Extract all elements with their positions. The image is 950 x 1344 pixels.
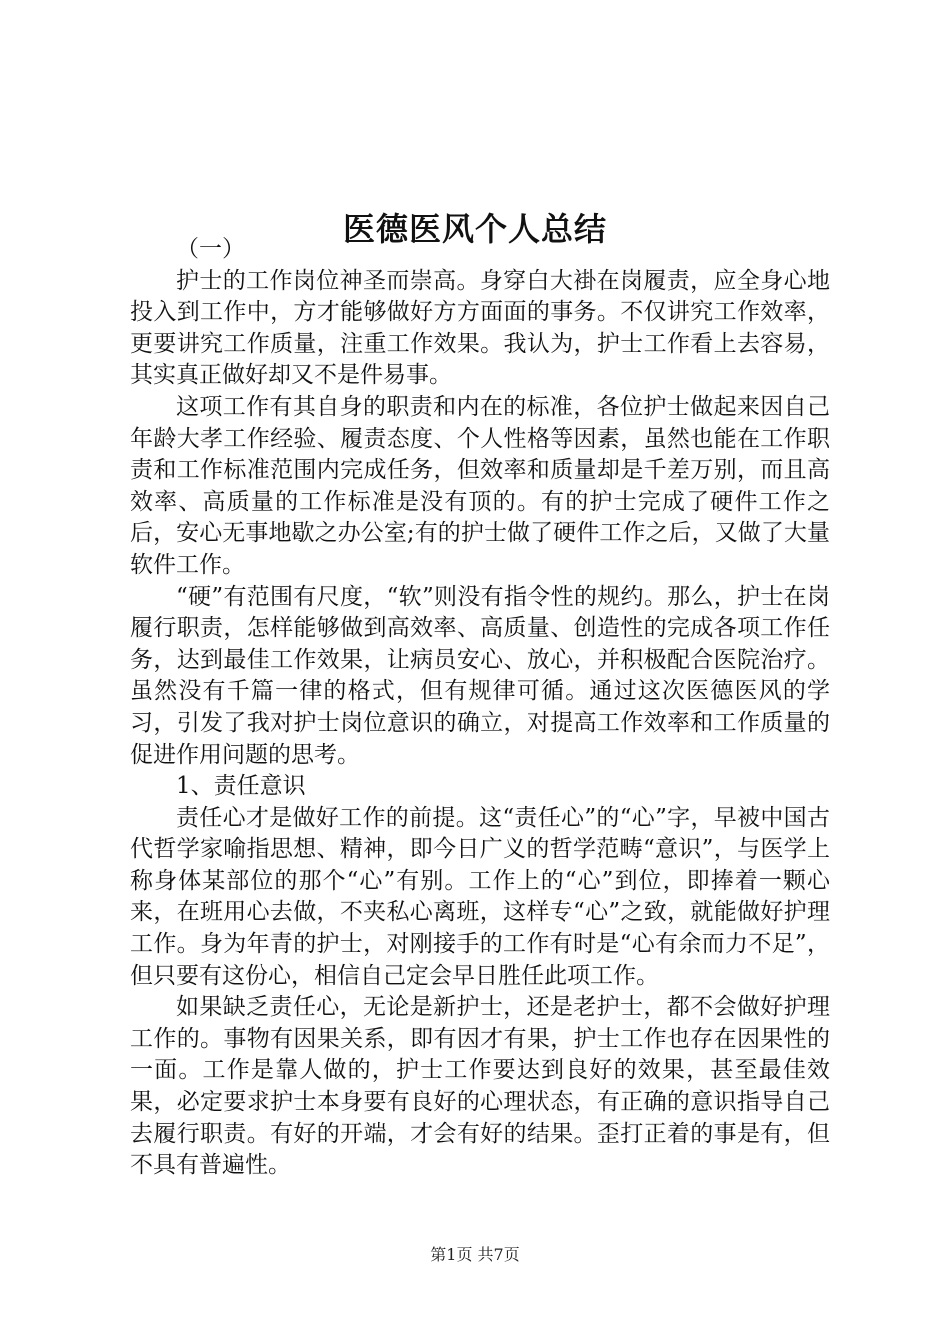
document-title: 医德医风个人总结 [342, 210, 607, 249]
paragraph-3: “硬”有范围有尺度，“软”则没有指令性的规约。那么，护士在岗履行职责，怎样能够做到高效率、高质量、创造性的完成各项工作任务，达到最佳工作效果，让病员安心、放心，并积极配合医院治疗。虽然没有千篇一律的格式，但有规律可循。通过这次医德医风的学习，引发了我对护士岗位意识的确立，对提高工作效率和工作质量的促进作用问题的思考。 [130, 583, 830, 768]
document-body [130, 234, 830, 1182]
paragraph-5: 如果缺乏责任心，无论是新护士，还是老护士，都不会做好护理工作的。事物有因果关系，即有因才有果，护士工作也存在因果性的一面。工作是靠人做的，护士工作要达到良好的效果，甚至最佳效果，必定要求护士本身要有良好的心理状态，有正确的意识指导自己去履行职责。有好的开端，才会有好的结果。歪打正着的事是有，但不具有普遍性。 [130, 994, 830, 1179]
section-heading-responsibility: 1、责任意识 [176, 773, 306, 800]
page-footer: 第1页 共7页 [430, 1245, 520, 1264]
paragraph-1: 护士的工作岗位神圣而崇高。身穿白大褂在岗履责，应全身心地投入到工作中，方才能够做好方方面面的事务。不仅讲究工作效率，更要讲究工作质量，注重工作效果。我认为，护士工作看上去容易，其实真正做好却又不是件易事。 [130, 267, 830, 389]
section-marker: （一） [176, 236, 245, 262]
paragraph-4: 责任心才是做好工作的前提。这“责任心”的“心”字，早被中国古代哲学家喻指思想、精神，即今日广义的哲学范畴“意识”，与医学上称身体某部位的那个“心”有别。工作上的“心”到位，即捧着一颗心来，在班用心去做，不夹私心离班，这样专“心”之致，就能做好护理工作。身为年青的护士，对刚接手的工作有时是“心有余而力不足”，但只要有这份心，相信自己定会早日胜任此项工作。 [130, 804, 830, 989]
paragraph-2: 这项工作有其自身的职责和内在的标准，各位护士做起来因自己年龄大孝工作经验、履责态度、个人性格等因素，虽然也能在工作职责和工作标准范围内完成任务，但效率和质量却是千差万别，而且高效率、高质量的工作标准是没有顶的。有的护士完成了硬件工作之后，安心无事地歇之办公室;有的护士做了硬件工作之后，又做了大量软件工作。 [130, 393, 830, 578]
